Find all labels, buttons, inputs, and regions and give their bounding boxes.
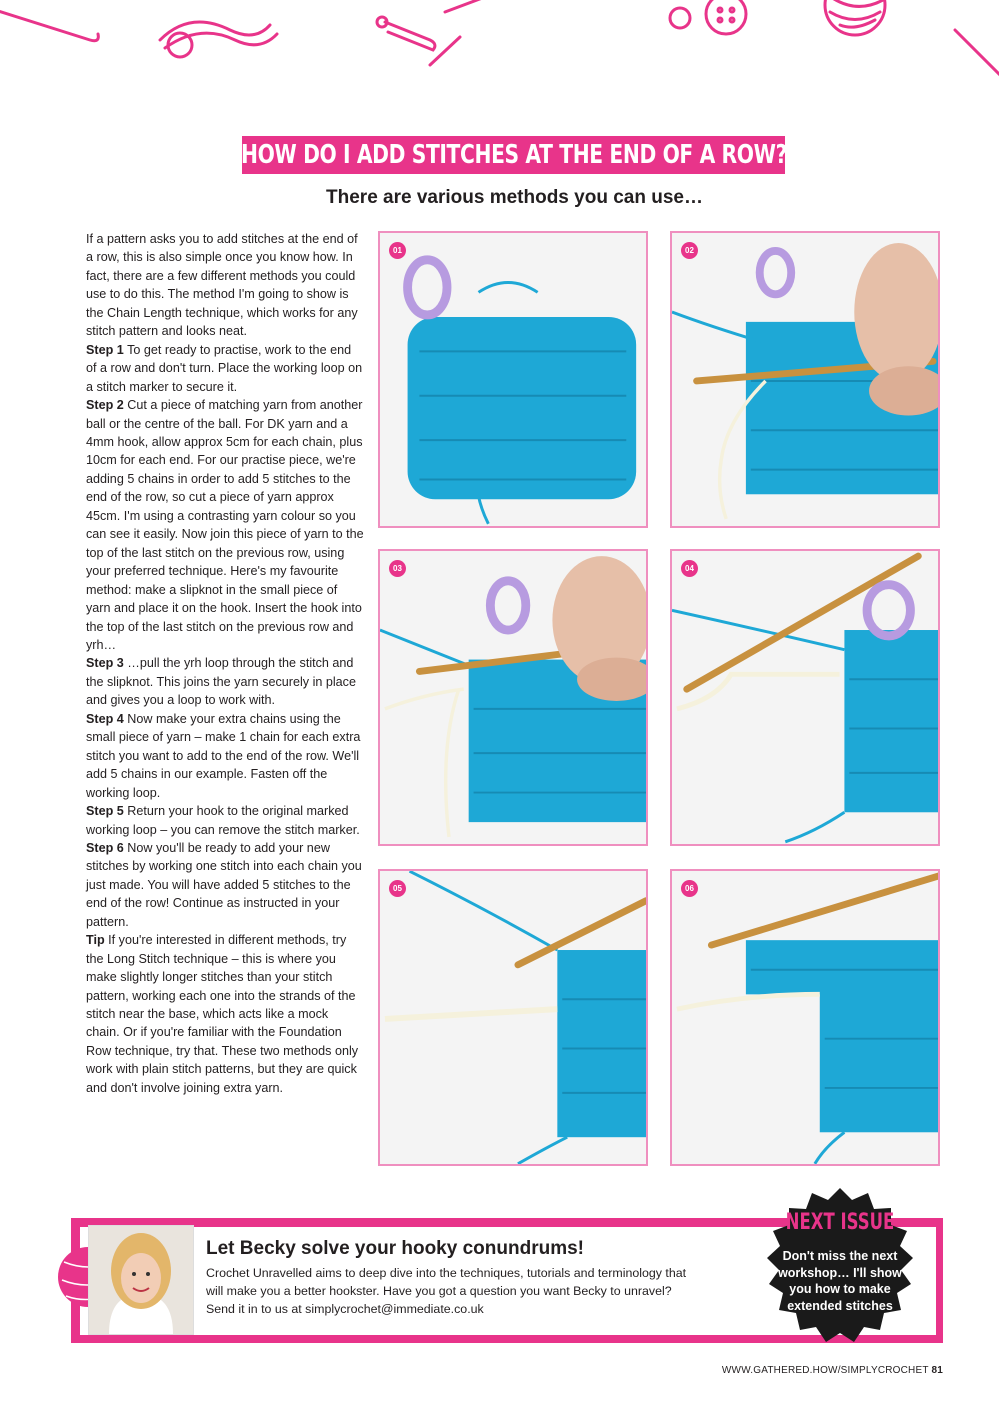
step-photo-01	[378, 231, 648, 528]
footer-title: Let Becky solve your hooky conundrums!	[206, 1238, 584, 1259]
step-text: …pull the yrh loop through the stitch and the slipknot. This joins the yarn securely in place and gives you a loop to work with.	[86, 656, 356, 708]
step-text: Return your hook to the original marked working loop – you can remove the stitch marker.	[86, 804, 360, 837]
crochet-swatch-image	[672, 871, 938, 1164]
photo-number: 01	[389, 242, 406, 259]
crochet-swatch-image	[380, 871, 646, 1164]
photo-number: 03	[389, 560, 406, 577]
yarn-ball-icon	[825, 0, 885, 35]
page-title: HOW DO I ADD STITCHES AT THE END OF A ROW?	[240, 140, 787, 170]
safety-pin-icon	[377, 0, 485, 65]
tip	[86, 931, 364, 1097]
stitch-marker-icon	[408, 260, 447, 315]
step-photo-03	[378, 549, 648, 846]
photo-number: 04	[681, 560, 698, 577]
footer-line: Crochet Unravelled aims to deep dive into the techniques, tutorials and terminology that	[206, 1266, 687, 1280]
step-text: Cut a piece of matching yarn from another ball or the centre of the ball. For DK yarn and a 4mm hook, allow approx 5cm for each chain, plus 10cm for each end. For our practise piece, we're adding 5 chains in order to add 5 stitches to the end of the row, so cut a piece of yarn approx 45cm. I'm using a contrasting yarn colour so you can see it easily. Now join this piece of yarn to the top of the last stitch on the previous row, using your preferred technique. Here's my favourite method: make a slipknot in the small piece of yarn and place it on the hook. Insert the hook into the top of the last stitch on the previous row and yrh…	[86, 398, 364, 652]
photo-number: 02	[681, 242, 698, 259]
photo-number: 05	[389, 880, 406, 897]
next-issue-badge	[764, 1186, 916, 1354]
footer-text	[206, 1264, 746, 1318]
step-6	[86, 839, 364, 931]
step-5	[86, 802, 364, 839]
crochet-swatch-image	[672, 551, 938, 844]
step-3	[86, 654, 364, 709]
step-photo-04	[670, 549, 940, 846]
step-label: Step 3	[86, 656, 124, 671]
button-icon	[670, 0, 746, 34]
header-decoration	[0, 0, 999, 90]
crochet-swatch-image	[672, 233, 938, 526]
step-text: Now make your extra chains using the small piece of yarn – make 1 chain for each extra stitch you want to add to the end of the row. We'll add 5 chains in our example. Fasten off the working loop.	[86, 711, 361, 800]
step-label: Step 5	[86, 804, 124, 819]
tip-label: Tip	[86, 933, 105, 948]
step-2	[86, 396, 364, 654]
site-url: WWW.GATHERED.HOW/SIMPLYCROCHET	[721, 1365, 929, 1376]
page-footer	[722, 1365, 943, 1376]
photo-number: 06	[681, 880, 698, 897]
page-subtitle: There are various methods you can use…	[326, 187, 703, 208]
crochet-swatch-image	[380, 551, 646, 844]
step-label: Step 4	[86, 711, 124, 726]
step-photo-05	[378, 869, 648, 1166]
step-text: Now you'll be ready to add your new stitches by working one stitch into each chain you just made. You will have added 5 stitches to the end of the row! Continue as instructed in your pattern.	[86, 840, 362, 929]
crochet-swatch-image	[380, 233, 646, 526]
step-label: Step 1	[86, 342, 124, 357]
yarn-skein-icon	[160, 22, 277, 57]
page-number: 81	[931, 1365, 943, 1376]
step-photo-06	[670, 869, 940, 1166]
intro-paragraph: If a pattern asks you to add stitches at the end of a row, this is also simple once you know how. In fact, there are a few different methods you could use to do this. The method I'm going to show is the Chain Length technique, which works for any stitch pattern and looks neat.	[86, 232, 358, 339]
crochet-hook-icon	[0, 10, 98, 41]
next-issue-title: NEXT ISSUE	[785, 1210, 895, 1235]
step-photo-02	[670, 231, 940, 528]
tip-text: If you're interested in different methods, try the Long Stitch technique – this is where you make slightly longer stitches than your stitch pattern, working each one into the strands of the stitch near the base, which acts like a mock chain. Or if you're familiar with the Foundation Row technique, try that. These two methods only work with plain stitch patterns, but they are quick and don't involve joining extra yarn.	[86, 933, 359, 1095]
footer-line: Send it in to us at simplycrochet@immediate.co.uk	[206, 1302, 484, 1316]
footer-line: will make you a better hookster. Have you got a question you want Becky to unravel?	[206, 1284, 672, 1298]
step-label: Step 2	[86, 398, 124, 413]
page-title-banner	[242, 136, 785, 174]
step-4	[86, 710, 364, 802]
author-avatar	[88, 1225, 194, 1335]
step-1	[86, 341, 364, 396]
step-text: To get ready to practise, work to the end of a row and don't turn. Place the working loop on a stitch marker to secure it.	[86, 342, 363, 394]
article-body	[86, 230, 364, 1097]
next-issue-text: Don't miss the next workshop… I'll show you how to make extended stitches	[778, 1249, 902, 1313]
step-label: Step 6	[86, 840, 124, 855]
knitting-needle-icon	[955, 30, 999, 80]
